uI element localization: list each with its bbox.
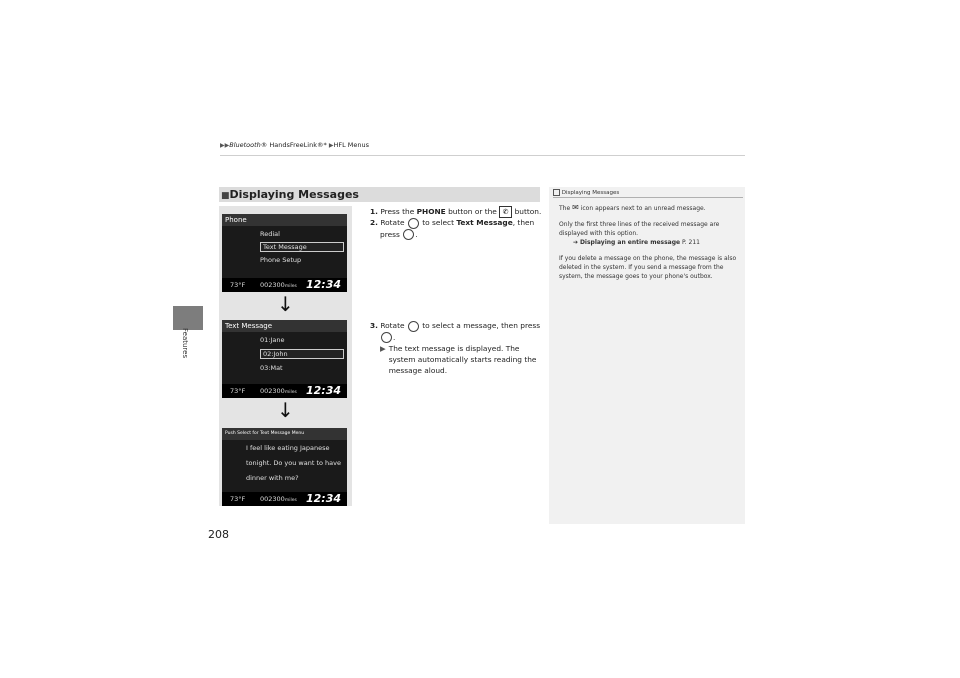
- odometer-value: 002300: [260, 387, 285, 395]
- selector-knob-icon: [408, 321, 419, 332]
- section-title: Displaying Messages: [229, 188, 359, 201]
- result-arrow-icon: ▶: [380, 344, 386, 353]
- odometer: [260, 384, 297, 398]
- menu-item: Redial: [260, 230, 280, 238]
- odometer-value: 002300: [260, 495, 285, 503]
- breadcrumb-bluetooth: Bluetooth: [229, 141, 261, 149]
- step-text: button.: [514, 207, 542, 216]
- note-text: If you delete a message on the phone, the message is also deleted in the system. If you send a message from the system, the message goes to your phone's outbox.: [559, 255, 737, 280]
- clock: 12:34: [305, 384, 341, 397]
- temperature: 73°F: [230, 281, 246, 289]
- clock: 12:34: [305, 278, 341, 291]
- envelope-icon: ✉: [572, 203, 579, 212]
- down-arrow-icon: ↓: [277, 398, 294, 422]
- note-text: icon appears next to an unread message.: [580, 205, 706, 212]
- reference-arrow-icon: ➔: [573, 239, 579, 246]
- menu-item-selected: Text Message: [260, 242, 344, 252]
- press-knob-icon: [381, 332, 392, 343]
- message-line: dinner with me?: [246, 474, 299, 482]
- message-screen: [222, 428, 347, 506]
- reference-link[interactable]: Displaying an entire message: [579, 239, 681, 246]
- message-line: tonight. Do you want to have: [246, 459, 342, 467]
- temperature: 73°F: [230, 495, 246, 503]
- step-text: Rotate: [380, 321, 405, 330]
- step-text: to select: [422, 218, 454, 227]
- screen-title: Text Message: [222, 320, 347, 332]
- press-knob-icon: [403, 229, 414, 240]
- screen-title: Phone: [222, 214, 347, 226]
- status-bar: [222, 278, 347, 292]
- section-tab: [173, 306, 203, 330]
- step-text: Rotate: [380, 218, 405, 227]
- odometer: [260, 492, 297, 506]
- step-number: 2.: [370, 218, 378, 227]
- odometer: [260, 278, 297, 292]
- menu-item: 01:Jane: [260, 336, 285, 344]
- step-text: button or the: [448, 207, 497, 216]
- header-divider: [220, 155, 745, 156]
- step-number: 3.: [370, 321, 378, 330]
- note-text: The: [559, 205, 571, 212]
- menu-item: 03:Mat: [260, 364, 283, 372]
- selector-knob-icon: [408, 218, 419, 229]
- step-text: press: [380, 229, 400, 239]
- temperature: 73°F: [230, 387, 246, 395]
- note-icon: [553, 189, 560, 196]
- text-message-label: Text Message: [456, 218, 513, 227]
- note-text: Only the first three lines of the received message are displayed with this option.: [559, 221, 720, 237]
- sidebar-label: Features: [181, 328, 189, 359]
- status-bar: [222, 384, 347, 398]
- step-text: to select a message, then press: [422, 321, 541, 330]
- message-line: I feel like eating Japanese: [246, 444, 330, 452]
- side-note: [549, 187, 745, 524]
- section-heading: [219, 187, 540, 202]
- note-title: [553, 189, 619, 196]
- step-text: , then: [512, 218, 535, 227]
- breadcrumb-hfl-menus: HFL Menus: [333, 141, 369, 149]
- reference-page: P. 211: [682, 239, 700, 246]
- result-text: The text message is displayed. The system automatically starts reading the message aloud.: [388, 344, 537, 375]
- note-body: [559, 203, 741, 288]
- screen-figure: [219, 206, 352, 506]
- phone-button-label: PHONE: [416, 207, 446, 216]
- odometer-unit: miles: [284, 284, 297, 289]
- square-icon: ■: [221, 191, 230, 201]
- note-title-text: Displaying Messages: [561, 190, 620, 196]
- page-number: 208: [208, 528, 229, 541]
- step-2: 2. Rotate to select Text Message, then press .: [370, 218, 535, 239]
- screen-title: Push Select for Text Message Menu: [222, 428, 347, 440]
- step-text: Press the: [380, 207, 415, 216]
- menu-item-selected: 02:John: [260, 349, 344, 359]
- status-bar: [222, 492, 347, 506]
- clock: 12:34: [305, 492, 341, 505]
- odometer-unit: miles: [284, 390, 297, 395]
- breadcrumb: ▶▶Bluetooth® HandsFreeLink®* ▶HFL Menus: [220, 141, 369, 149]
- odometer-unit: miles: [284, 498, 297, 503]
- note-divider: [553, 197, 743, 198]
- step-3: 3. Rotate to select a message, then press . ▶ The text message is displayed. The system automatically starts reading the message aloud.: [370, 320, 545, 376]
- menu-item: Phone Setup: [260, 256, 302, 264]
- phone-screen: [222, 214, 347, 292]
- odometer-value: 002300: [260, 281, 285, 289]
- breadcrumb-hfl: ® HandsFreeLink®*: [260, 141, 327, 149]
- text-message-screen: [222, 320, 347, 398]
- down-arrow-icon: ↓: [277, 292, 294, 316]
- phone-icon: ✆: [499, 206, 512, 218]
- step-number: 1.: [370, 207, 378, 216]
